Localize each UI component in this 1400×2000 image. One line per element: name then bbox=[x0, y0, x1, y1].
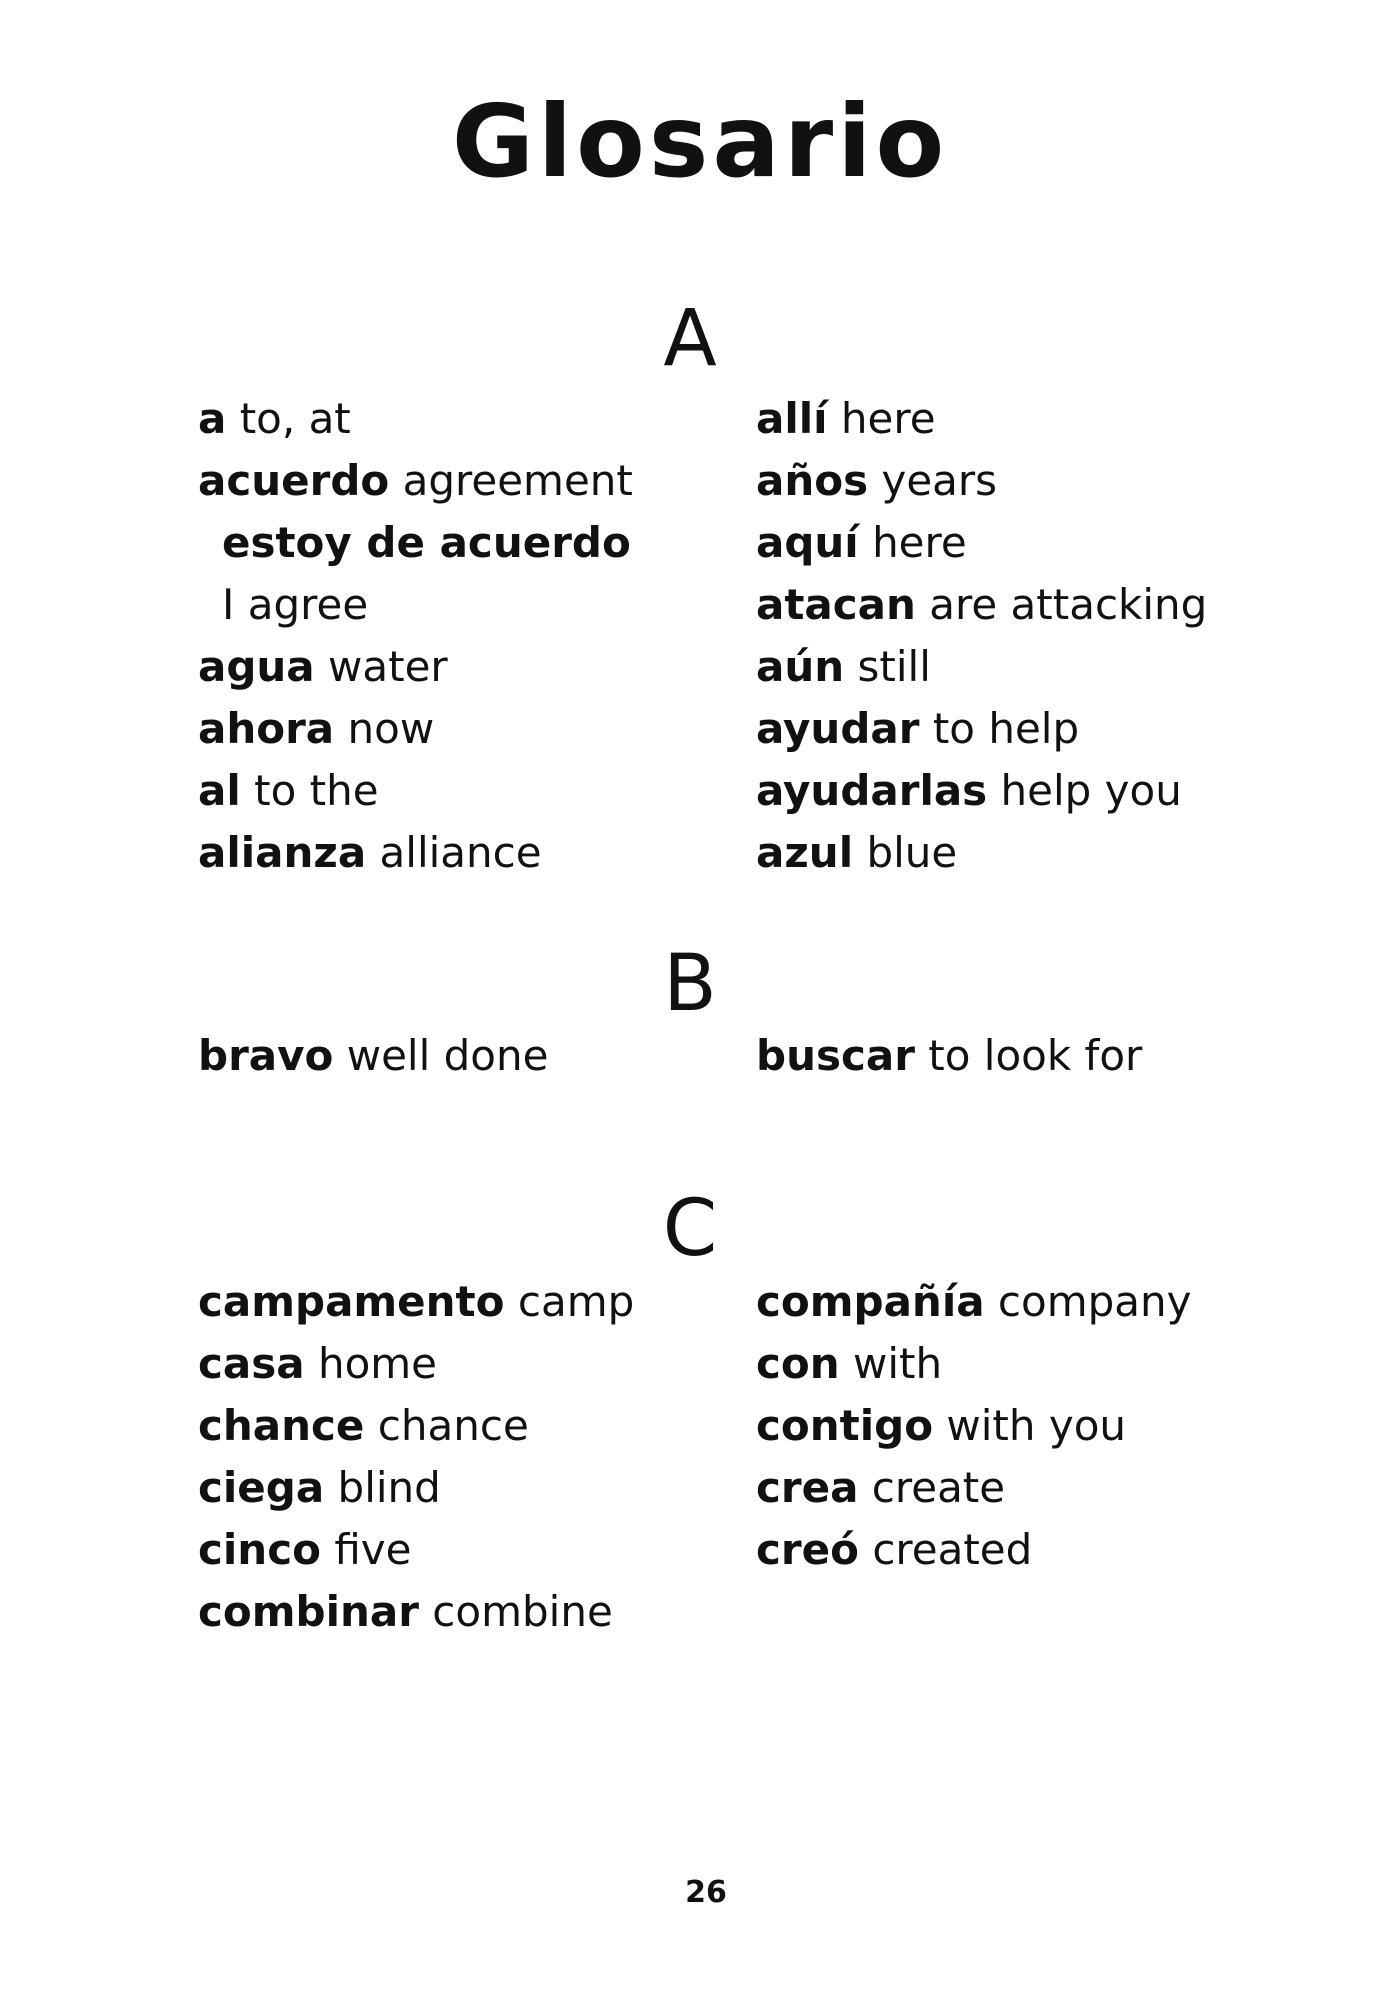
entry-definition: with bbox=[853, 1339, 943, 1388]
glossary-entry bbox=[756, 388, 1316, 450]
section-a-left-column bbox=[198, 388, 738, 884]
entry-term: campamento bbox=[198, 1277, 505, 1326]
page-number: 26 bbox=[685, 1875, 727, 1910]
entry-definition: here bbox=[840, 394, 936, 443]
glossary-entry bbox=[756, 574, 1316, 636]
page-title: Glosario bbox=[451, 83, 949, 200]
entry-term: ahora bbox=[198, 704, 335, 753]
glossary-entry bbox=[756, 636, 1316, 698]
entry-term: acuerdo bbox=[198, 456, 390, 505]
entry-definition: help you bbox=[1000, 766, 1182, 815]
glossary-entry bbox=[198, 822, 738, 884]
entry-definition: combine bbox=[432, 1587, 613, 1636]
glossary-entry bbox=[198, 636, 738, 698]
entry-term: compañía bbox=[756, 1277, 985, 1326]
glossary-entry bbox=[756, 822, 1316, 884]
entry-term: creó bbox=[756, 1525, 859, 1574]
entry-definition: to look for bbox=[928, 1031, 1143, 1080]
glossary-entry bbox=[198, 1581, 738, 1643]
entry-definition: home bbox=[317, 1339, 438, 1388]
glossary-entry bbox=[198, 450, 738, 512]
entry-term: allí bbox=[756, 394, 828, 443]
entry-definition: now bbox=[347, 704, 435, 753]
section-heading-c: C bbox=[662, 1184, 718, 1274]
glossary-entry bbox=[198, 1025, 738, 1087]
entry-term: casa bbox=[198, 1339, 305, 1388]
entry-definition: agreement bbox=[402, 456, 633, 505]
entry-definition: still bbox=[857, 642, 931, 691]
glossary-entry bbox=[756, 698, 1316, 760]
entry-definition: well done bbox=[346, 1031, 549, 1080]
entry-term: contigo bbox=[756, 1401, 934, 1450]
glossary-entry bbox=[198, 1395, 738, 1457]
entry-definition: years bbox=[881, 456, 998, 505]
glossary-entry bbox=[756, 1519, 1316, 1581]
section-c-right-column bbox=[756, 1271, 1316, 1581]
glossary-entry bbox=[198, 1519, 738, 1581]
entry-term: azul bbox=[756, 828, 854, 877]
entry-definition: water bbox=[328, 642, 448, 691]
entry-definition: to help bbox=[932, 704, 1080, 753]
entry-term: atacan bbox=[756, 580, 916, 629]
glossary-entry bbox=[756, 512, 1316, 574]
section-heading-b: B bbox=[663, 939, 717, 1029]
entry-definition: chance bbox=[377, 1401, 529, 1450]
entry-term: crea bbox=[756, 1463, 859, 1512]
entry-definition: five bbox=[334, 1525, 412, 1574]
entry-term: buscar bbox=[756, 1031, 915, 1080]
section-b-right-column bbox=[756, 1025, 1316, 1087]
entry-term: con bbox=[756, 1339, 840, 1388]
glossary-entry bbox=[756, 1333, 1316, 1395]
glossary-subentry-phrase bbox=[198, 512, 738, 574]
entry-definition: here bbox=[872, 518, 967, 567]
glossary-entry bbox=[198, 1457, 738, 1519]
entry-term: ayudarlas bbox=[756, 766, 988, 815]
glossary-entry bbox=[198, 760, 738, 822]
entry-definition: to the bbox=[254, 766, 379, 815]
glossary-entry bbox=[756, 1457, 1316, 1519]
entry-definition: to, at bbox=[239, 394, 351, 443]
entry-term: alianza bbox=[198, 828, 367, 877]
entry-term: aquí bbox=[756, 518, 859, 567]
entry-definition: company bbox=[997, 1277, 1192, 1326]
glossary-entry bbox=[198, 1271, 738, 1333]
glossary-entry bbox=[198, 1333, 738, 1395]
entry-definition: blue bbox=[866, 828, 958, 877]
entry-term: agua bbox=[198, 642, 315, 691]
entry-definition: alliance bbox=[379, 828, 542, 877]
entry-term: cinco bbox=[198, 1525, 321, 1574]
entry-definition: with you bbox=[946, 1401, 1127, 1450]
entry-definition: I agree bbox=[222, 580, 369, 629]
entry-definition: camp bbox=[517, 1277, 635, 1326]
section-c-left-column bbox=[198, 1271, 738, 1643]
glossary-entry bbox=[756, 1271, 1316, 1333]
glossary-entry bbox=[756, 760, 1316, 822]
section-a-right-column bbox=[756, 388, 1316, 884]
glossary-entry bbox=[198, 388, 738, 450]
glossary-entry bbox=[198, 698, 738, 760]
section-b-left-column bbox=[198, 1025, 738, 1087]
glossary-entry bbox=[756, 1395, 1316, 1457]
entry-term: a bbox=[198, 394, 227, 443]
entry-definition: blind bbox=[337, 1463, 441, 1512]
glossary-entry bbox=[756, 1025, 1316, 1087]
entry-term: bravo bbox=[198, 1031, 334, 1080]
entry-term: chance bbox=[198, 1401, 365, 1450]
glossary-entry bbox=[756, 450, 1316, 512]
entry-term: al bbox=[198, 766, 241, 815]
entry-term: años bbox=[756, 456, 869, 505]
section-heading-a: A bbox=[663, 294, 717, 384]
entry-term: aún bbox=[756, 642, 845, 691]
glossary-subentry-definition bbox=[198, 574, 738, 636]
entry-definition: create bbox=[871, 1463, 1006, 1512]
entry-definition: are attacking bbox=[929, 580, 1208, 629]
entry-term: combinar bbox=[198, 1587, 419, 1636]
entry-term: ciega bbox=[198, 1463, 325, 1512]
entry-term: estoy de acuerdo bbox=[222, 518, 631, 567]
entry-definition: created bbox=[872, 1525, 1033, 1574]
entry-term: ayudar bbox=[756, 704, 920, 753]
